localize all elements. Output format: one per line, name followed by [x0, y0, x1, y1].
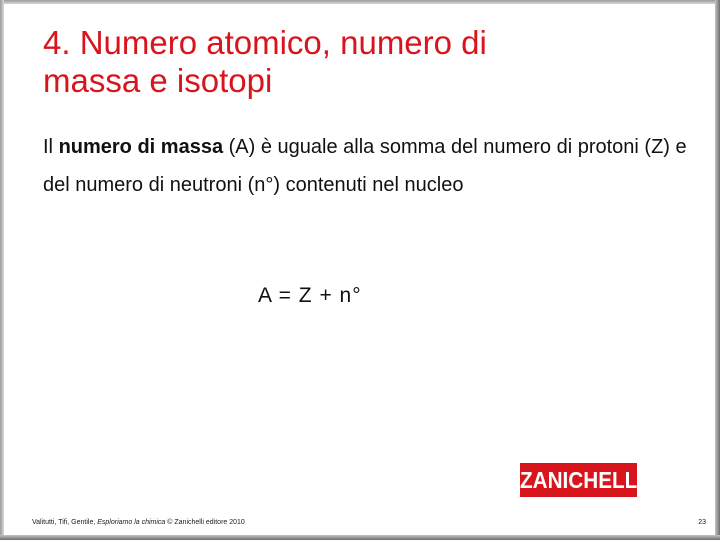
footer-publisher: © Zanichelli editore 2010: [165, 519, 245, 526]
footer-authors: Valitutti, Tifi, Gentile,: [32, 519, 98, 526]
body-term-mass-number: numero di massa: [58, 136, 224, 158]
zanichelli-logo: ZANICHELLI: [520, 463, 637, 497]
body-rest: (A) è uguale alla somma del numero di protoni (Z) e del numero di neutroni (n°) contenuti nel nucleo: [43, 136, 687, 196]
slide-title-line-1: 4. Numero atomico, numero di: [43, 24, 487, 61]
body-prefix: Il: [43, 136, 59, 158]
slide-title-line-2: massa e isotopi: [43, 62, 273, 99]
slide-shadow-right: [715, 0, 720, 540]
slide-shadow-bottom: [0, 535, 720, 540]
page-number: 23: [698, 519, 706, 526]
footer-book-title: Esploriamo la chimica: [97, 519, 166, 526]
body-paragraph: [43, 128, 693, 204]
slide-border-top: [0, 0, 720, 4]
slide-border-left: [0, 0, 4, 540]
mass-number-formula: A = Z + n°: [258, 284, 362, 307]
slide-title: [43, 24, 683, 100]
footer-citation: [32, 518, 245, 528]
